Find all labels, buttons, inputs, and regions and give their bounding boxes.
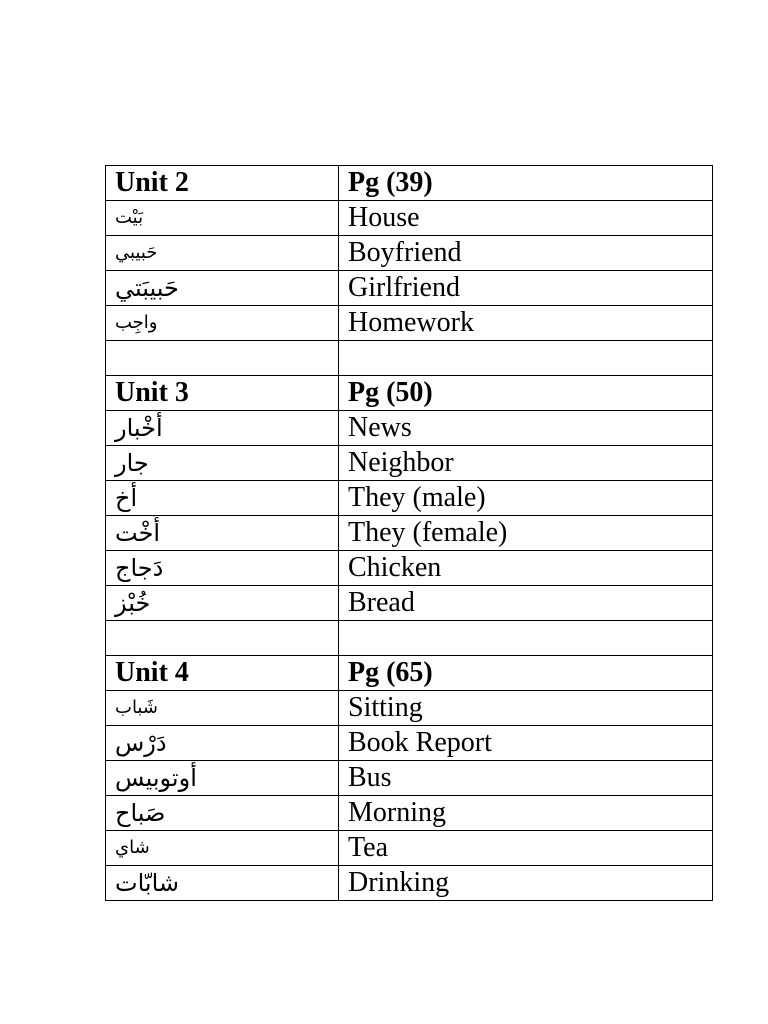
english-word: House: [339, 201, 713, 236]
english-word: News: [339, 411, 713, 446]
vocabulary-table: [105, 165, 713, 901]
unit-page: Pg (39): [339, 166, 713, 201]
unit-page: Pg (65): [339, 656, 713, 691]
arabic-word: بَيْت: [106, 201, 339, 236]
arabic-word: خُبْز: [106, 586, 339, 621]
empty-cell: [339, 621, 713, 656]
english-word: Book Report: [339, 726, 713, 761]
arabic-word: شَباب: [106, 691, 339, 726]
english-word: Boyfriend: [339, 236, 713, 271]
vocab-row: [106, 306, 713, 341]
vocab-row: [106, 201, 713, 236]
arabic-word: أَخ: [106, 481, 339, 516]
english-word: Tea: [339, 831, 713, 866]
arabic-word: شابّات: [106, 866, 339, 901]
unit-header-row: [106, 166, 713, 201]
empty-cell: [106, 621, 339, 656]
vocab-row: [106, 271, 713, 306]
arabic-word: واجِب: [106, 306, 339, 341]
unit-title: Unit 3: [106, 376, 339, 411]
arabic-word: شاي: [106, 831, 339, 866]
arabic-word: دَجاج: [106, 551, 339, 586]
unit-page: Pg (50): [339, 376, 713, 411]
vocabulary-table-body: [106, 166, 713, 901]
arabic-word: جار: [106, 446, 339, 481]
unit-header-row: [106, 376, 713, 411]
english-word: They (female): [339, 516, 713, 551]
spacer-row: [106, 341, 713, 376]
english-word: Bread: [339, 586, 713, 621]
empty-cell: [106, 341, 339, 376]
unit-title: Unit 2: [106, 166, 339, 201]
english-word: Drinking: [339, 866, 713, 901]
english-word: Homework: [339, 306, 713, 341]
vocab-row: [106, 726, 713, 761]
vocab-row: [106, 761, 713, 796]
english-word: They (male): [339, 481, 713, 516]
vocab-row: [106, 586, 713, 621]
vocab-row: [106, 516, 713, 551]
vocab-row: [106, 551, 713, 586]
arabic-word: أُخْت: [106, 516, 339, 551]
arabic-word: دَرْس: [106, 726, 339, 761]
arabic-word: أوتوبيس: [106, 761, 339, 796]
english-word: Chicken: [339, 551, 713, 586]
vocab-row: [106, 831, 713, 866]
vocab-row: [106, 481, 713, 516]
english-word: Bus: [339, 761, 713, 796]
arabic-word: أَخْبار: [106, 411, 339, 446]
english-word: Neighbor: [339, 446, 713, 481]
unit-title: Unit 4: [106, 656, 339, 691]
arabic-word: حَبيبَتي: [106, 271, 339, 306]
spacer-row: [106, 621, 713, 656]
unit-header-row: [106, 656, 713, 691]
vocab-row: [106, 446, 713, 481]
vocab-row: [106, 411, 713, 446]
english-word: Morning: [339, 796, 713, 831]
empty-cell: [339, 341, 713, 376]
vocab-row: [106, 866, 713, 901]
vocab-row: [106, 236, 713, 271]
vocab-row: [106, 691, 713, 726]
arabic-word: حَبيبي: [106, 236, 339, 271]
vocab-row: [106, 796, 713, 831]
english-word: Sitting: [339, 691, 713, 726]
english-word: Girlfriend: [339, 271, 713, 306]
arabic-word: صَباح: [106, 796, 339, 831]
